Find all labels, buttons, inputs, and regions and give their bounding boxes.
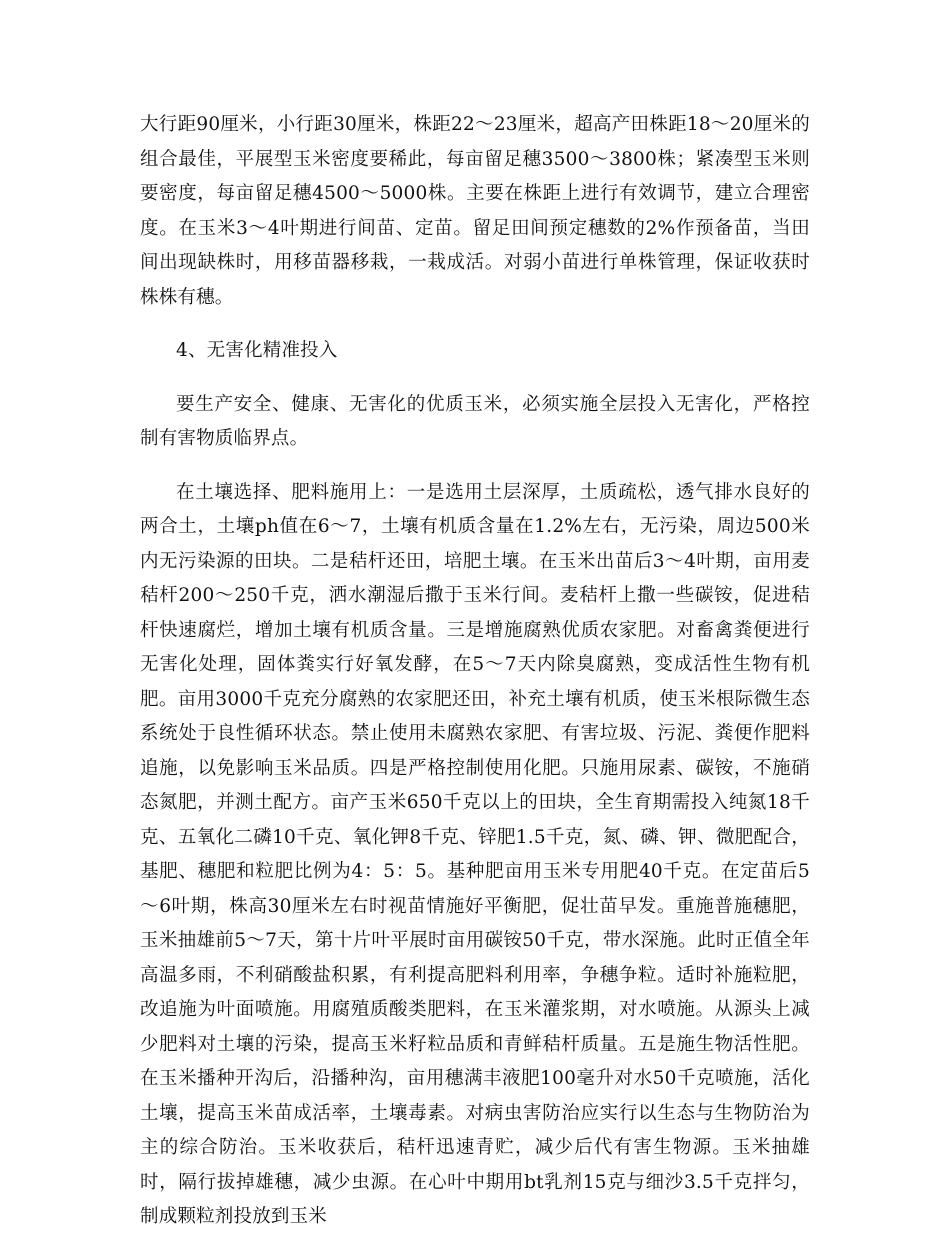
paragraph-soil-fertilizer: 在土壤选择、肥料施用上：一是选用土层深厚，土质疏松，透气排水良好的两合土，土壤ph值在6～7，土壤有机质含量在1.2%左右，无污染，周边500米内无污染源的田块。二是秸杆还田，培肥土壤。在玉米出苗后3～4叶期，亩用麦秸杆200～250千克，洒水潮湿后撒于玉米行间。麦秸杆上撒一些碳铵，促进秸杆快速腐烂，增加土壤有机质含量。三是增施腐熟优质农家肥。对畜禽粪便进行无害化处理，固体粪实行好氧发酵，在5～7天内除臭腐熟，变成活性生物有机肥。亩用3000千克充分腐熟的农家肥还田，补充土壤有机质，使玉米根际微生态系统处于良性循环状态。禁止使用未腐熟农家肥、有害垃圾、污泥、粪便作肥料追施，以免影响玉米品质。四是严格控制使用化肥。只施用尿素、碳铵，不施硝态氮肥，并测土配方。亩产玉米650千克以上的田块，全生育期需投入纯氮18千克、五氧化二磷10千克、氧化钾8千克、锌肥1.5千克，氮、磷、钾、微肥配合，基肥、穗肥和粒肥比例为4：5：5。基种肥亩用玉米专用肥40千克。在定苗后5～6叶期，株高30厘米左右时视苗情施好平衡肥，促壮苗早发。重施普施穗肥，玉米抽雄前5～7天，第十片叶平展时亩用碳铵50千克，带水深施。此时正值全年高温多雨，不利硝酸盐积累，有利提高肥料利用率，争穗争粒。适时补施粒肥，改追施为叶面喷施。用腐殖质酸类肥料，在玉米灌浆期，对水喷施。从源头上减少肥料对土壤的污染，提高玉米籽粒品质和青鲜秸杆质量。五是施生物活性肥。在玉米播种开沟后，沿播种沟，亩用穗满丰液肥100毫升对水50千克喷施，活化土壤，提高玉米苗成活率，土壤毒素。对病虫害防治应实行以生态与生物防治为主的综合防治。玉米收获后，秸杆迅速青贮，减少后代有害生物源。玉米抽雄时，隔行拔掉雄穗，减少虫源。在心叶中期用bt乳剂15克与细沙3.5千克拌匀，制成颗粒剂投放到玉米 xyxy=(140,481,810,1227)
paragraph-intro: 要生产安全、健康、无害化的优质玉米，必须实施全层投入无害化，严格控制有害物质临界点。 xyxy=(140,393,810,449)
section-heading: 4、无害化精准投入 xyxy=(176,340,338,361)
paragraph-planting-density: 大行距90厘米，小行距30厘米，株距22～23厘米，超高产田株距18～20厘米的组合最佳，平展型玉米密度要稀此，每亩留足穗3500～3800株；紧凑型玉米则要密度，每亩留足穗4500～5000株。主要在株距上进行有效调节，建立合理密度。在玉米3～4叶期进行间苗、定苗。留足田间预定穗数的2%作预备苗，当田间出现缺株时，用移苗器移栽，一栽成活。对弱小苗进行单株管理，保证收获时株株有穗。 xyxy=(140,114,810,308)
document-body xyxy=(140,108,810,1235)
